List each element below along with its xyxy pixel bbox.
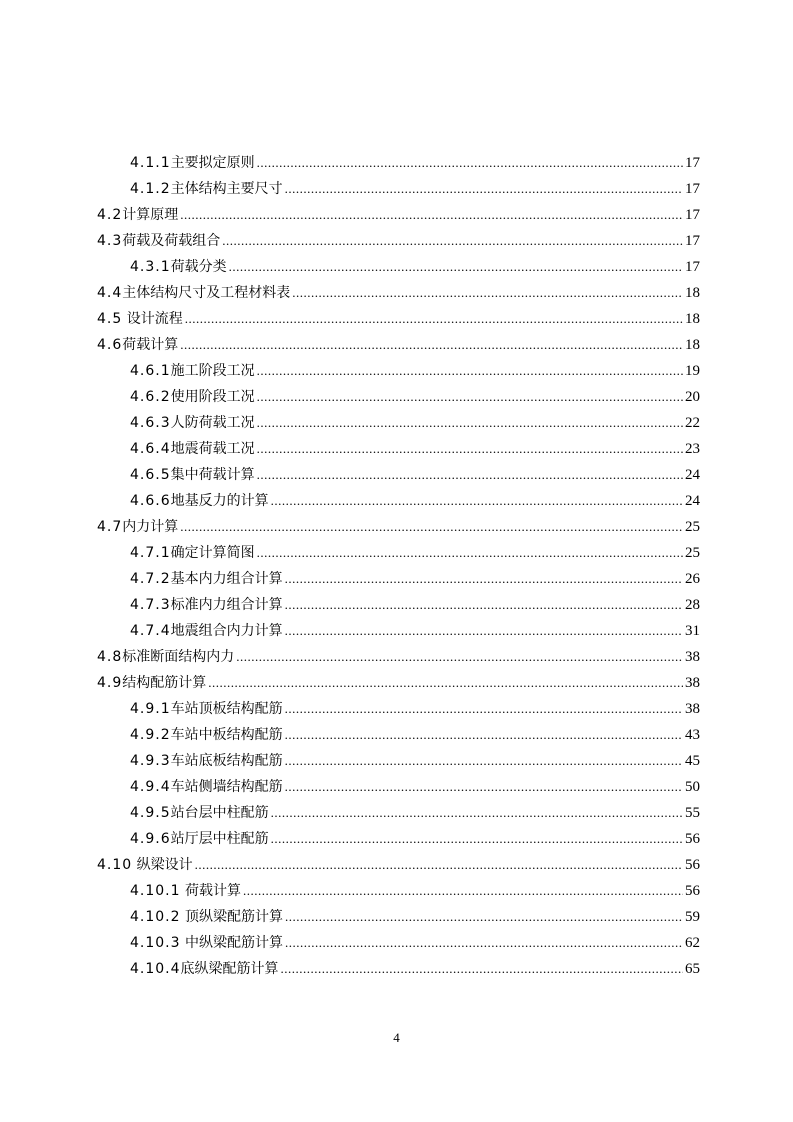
toc-entry-number: 4.6 xyxy=(97,337,123,353)
toc-entry[interactable] xyxy=(97,826,700,852)
toc-entry-number: 4.10 xyxy=(97,857,133,873)
toc-entry-text: 车站底板结构配筋 xyxy=(170,753,283,769)
toc-entry[interactable] xyxy=(97,540,700,566)
toc-entry-number: 4.6.6 xyxy=(130,493,171,509)
toc-entry[interactable] xyxy=(97,254,700,280)
toc-dot-leader xyxy=(285,696,683,722)
toc-entry-page: 28 xyxy=(685,597,700,613)
toc-entry-text: 底纵梁配筋计算 xyxy=(180,961,279,977)
toc-entry-number: 4.9.5 xyxy=(130,805,171,821)
toc-entry-title xyxy=(130,358,255,384)
toc-entry-title xyxy=(130,722,283,748)
toc-entry-page: 24 xyxy=(685,493,700,509)
toc-entry[interactable] xyxy=(97,202,700,228)
toc-entry[interactable] xyxy=(97,774,700,800)
toc-entry-text: 计算原理 xyxy=(122,207,179,223)
toc-entry-number: 4.9.6 xyxy=(130,831,171,847)
toc-entry[interactable] xyxy=(97,462,700,488)
toc-entry-number: 4.10.2 xyxy=(130,909,181,925)
toc-dot-leader xyxy=(257,462,683,488)
toc-entry-text: 荷载计算 xyxy=(180,883,241,899)
toc-entry[interactable] xyxy=(97,670,700,696)
toc-entry-text: 荷载分类 xyxy=(170,259,227,275)
toc-entry-text: 站台层中柱配筋 xyxy=(170,805,269,821)
toc-entry-text: 荷载计算 xyxy=(122,337,179,353)
toc-entry-title xyxy=(130,150,255,176)
toc-dot-leader xyxy=(271,488,683,514)
toc-entry-text: 车站顶板结构配筋 xyxy=(170,701,283,717)
toc-entry-page: 50 xyxy=(685,779,700,795)
toc-dot-leader xyxy=(257,540,683,566)
page-number: 4 xyxy=(393,1030,400,1045)
toc-dot-leader xyxy=(208,670,683,696)
toc-entry-text: 人防荷载工况 xyxy=(170,415,255,431)
toc-entry[interactable] xyxy=(97,488,700,514)
toc-entry[interactable] xyxy=(97,930,700,956)
toc-entry-text: 荷载及荷载组合 xyxy=(122,233,221,249)
toc-entry[interactable] xyxy=(97,618,700,644)
toc-entry-text: 车站侧墙结构配筋 xyxy=(170,779,283,795)
toc-entry-title xyxy=(97,644,234,670)
toc-entry-text: 中纵梁配筋计算 xyxy=(180,935,283,951)
toc-entry-title xyxy=(130,878,241,904)
toc-dot-leader xyxy=(180,332,683,358)
toc-entry-number: 4.10.1 xyxy=(130,883,181,899)
toc-entry-page: 17 xyxy=(685,181,700,197)
toc-entry-number: 4.9.3 xyxy=(130,753,171,769)
toc-entry-page: 25 xyxy=(685,545,700,561)
toc-entry-number: 4.10.4 xyxy=(130,961,181,977)
toc-entry[interactable] xyxy=(97,150,700,176)
toc-dot-leader xyxy=(271,800,683,826)
toc-entry-text: 结构配筋计算 xyxy=(122,675,207,691)
toc-entry-title xyxy=(97,332,178,358)
toc-entry-title xyxy=(97,202,178,228)
toc-entry-text: 主体结构主要尺寸 xyxy=(170,181,283,197)
toc-entry-title xyxy=(130,826,269,852)
toc-entry[interactable] xyxy=(97,410,700,436)
toc-entry-text: 内力计算 xyxy=(122,519,179,535)
toc-entry-text: 车站中板结构配筋 xyxy=(170,727,283,743)
toc-entry[interactable] xyxy=(97,722,700,748)
toc-entry-number: 4.7 xyxy=(97,519,123,535)
toc-dot-leader xyxy=(257,150,683,176)
toc-entry-title xyxy=(130,930,283,956)
toc-dot-leader xyxy=(285,930,683,956)
toc-entry-page: 55 xyxy=(685,805,700,821)
toc-entry-text: 地基反力的计算 xyxy=(170,493,269,509)
toc-entry[interactable] xyxy=(97,358,700,384)
toc-entry[interactable] xyxy=(97,306,700,332)
toc-dot-leader xyxy=(257,358,683,384)
toc-dot-leader xyxy=(285,722,683,748)
toc-entry-text: 集中荷载计算 xyxy=(170,467,255,483)
toc-entry-page: 38 xyxy=(685,675,700,691)
toc-entry-title xyxy=(130,800,269,826)
toc-entry-title xyxy=(130,956,279,982)
toc-entry-title xyxy=(130,254,227,280)
toc-dot-leader xyxy=(285,774,683,800)
toc-entry-page: 18 xyxy=(685,337,700,353)
toc-entry-title xyxy=(130,176,283,202)
toc-entry-title xyxy=(130,618,283,644)
toc-entry-page: 45 xyxy=(685,753,700,769)
toc-entry-text: 施工阶段工况 xyxy=(170,363,255,379)
toc-entry-title xyxy=(97,280,290,306)
toc-entry-number: 4.1.1 xyxy=(130,155,171,171)
toc-entry-page: 24 xyxy=(685,467,700,483)
toc-entry-text: 设计流程 xyxy=(122,311,183,327)
toc-entry-text: 地震组合内力计算 xyxy=(170,623,283,639)
toc-entry-number: 4.9.4 xyxy=(130,779,171,795)
toc-dot-leader xyxy=(292,280,683,306)
toc-entry-text: 标准内力组合计算 xyxy=(170,597,283,613)
toc-entry-text: 标准断面结构内力 xyxy=(122,649,235,665)
toc-dot-leader xyxy=(285,566,683,592)
toc-entry-text: 纵梁设计 xyxy=(132,857,193,873)
toc-entry-page: 23 xyxy=(685,441,700,457)
toc-entry-number: 4.7.4 xyxy=(130,623,171,639)
toc-entry-page: 65 xyxy=(685,961,700,977)
toc-entry-page: 22 xyxy=(685,415,700,431)
toc-entry-page: 59 xyxy=(685,909,700,925)
toc-entry[interactable] xyxy=(97,956,700,982)
toc-entry-title xyxy=(130,384,255,410)
toc-entry-page: 26 xyxy=(685,571,700,587)
toc-entry-page: 56 xyxy=(685,883,700,899)
toc-entry-number: 4.3 xyxy=(97,233,123,249)
toc-entry-page: 38 xyxy=(685,649,700,665)
toc-entry-text: 主体结构尺寸及工程材料表 xyxy=(122,285,291,301)
toc-entry-number: 4.6.2 xyxy=(130,389,171,405)
toc-entry-number: 4.7.2 xyxy=(130,571,171,587)
toc-entry[interactable] xyxy=(97,878,700,904)
toc-entry-page: 20 xyxy=(685,389,700,405)
toc-entry-number: 4.9.2 xyxy=(130,727,171,743)
toc-entry-number: 4.6.3 xyxy=(130,415,171,431)
toc-entry-number: 4.9 xyxy=(97,675,123,691)
toc-entry-number: 4.8 xyxy=(97,649,123,665)
toc-entry-page: 38 xyxy=(685,701,700,717)
toc-entry-page: 17 xyxy=(685,207,700,223)
toc-entry-page: 56 xyxy=(685,857,700,873)
toc-entry-title xyxy=(130,904,283,930)
toc-entry-text: 顶纵梁配筋计算 xyxy=(180,909,283,925)
toc-dot-leader xyxy=(257,436,683,462)
toc-dot-leader xyxy=(180,202,683,228)
toc-entry[interactable] xyxy=(97,592,700,618)
toc-entry[interactable] xyxy=(97,514,700,540)
toc-entry-number: 4.7.3 xyxy=(130,597,171,613)
toc-dot-leader xyxy=(243,878,683,904)
toc-entry-number: 4.3.1 xyxy=(130,259,171,275)
toc-dot-leader xyxy=(222,228,683,254)
toc-entry-text: 确定计算简图 xyxy=(170,545,255,561)
toc-entry-title xyxy=(97,670,206,696)
toc-entry[interactable] xyxy=(97,904,700,930)
toc-entry-text: 站厅层中柱配筋 xyxy=(170,831,269,847)
toc-dot-leader xyxy=(257,384,683,410)
toc-dot-leader xyxy=(285,904,683,930)
toc-entry-page: 19 xyxy=(685,363,700,379)
toc-entry-title xyxy=(130,462,255,488)
toc-entry-title xyxy=(130,748,283,774)
toc-dot-leader xyxy=(285,618,683,644)
toc-dot-leader xyxy=(257,410,683,436)
toc-dot-leader xyxy=(281,956,683,982)
toc-dot-leader xyxy=(229,254,683,280)
toc-entry-number: 4.6.5 xyxy=(130,467,171,483)
toc-dot-leader xyxy=(236,644,683,670)
toc-entry-text: 主要拟定原则 xyxy=(170,155,255,171)
toc-entry-text: 使用阶段工况 xyxy=(170,389,255,405)
toc-entry-number: 4.2 xyxy=(97,207,123,223)
toc-entry-title xyxy=(97,852,193,878)
toc-entry-page: 56 xyxy=(685,831,700,847)
toc-entry[interactable] xyxy=(97,384,700,410)
toc-dot-leader xyxy=(185,306,683,332)
toc-entry-number: 4.5 xyxy=(97,311,123,327)
toc-entry-page: 17 xyxy=(685,259,700,275)
toc-dot-leader xyxy=(195,852,683,878)
toc-entry-title xyxy=(97,228,220,254)
toc-entry-title xyxy=(130,696,283,722)
toc-entry[interactable] xyxy=(97,436,700,462)
toc-entry[interactable] xyxy=(97,748,700,774)
toc-entry-number: 4.1.2 xyxy=(130,181,171,197)
toc-entry-number: 4.10.3 xyxy=(130,935,181,951)
toc-entry-page: 18 xyxy=(685,311,700,327)
toc-entry-page: 17 xyxy=(685,155,700,171)
toc-entry[interactable] xyxy=(97,280,700,306)
toc-entry[interactable] xyxy=(97,332,700,358)
toc-entry-page: 25 xyxy=(685,519,700,535)
toc-entry-number: 4.9.1 xyxy=(130,701,171,717)
toc-entry-page: 17 xyxy=(685,233,700,249)
toc-entry[interactable] xyxy=(97,176,700,202)
toc-dot-leader xyxy=(285,592,683,618)
toc-entry[interactable] xyxy=(97,852,700,878)
toc-entry-title xyxy=(97,306,183,332)
toc-entry-page: 43 xyxy=(685,727,700,743)
toc-entry[interactable] xyxy=(97,800,700,826)
table-of-contents xyxy=(97,150,700,982)
toc-entry[interactable] xyxy=(97,644,700,670)
toc-entry-title xyxy=(130,774,283,800)
toc-entry[interactable] xyxy=(97,696,700,722)
toc-entry-title xyxy=(130,410,255,436)
toc-entry-title xyxy=(130,592,283,618)
toc-entry-text: 基本内力组合计算 xyxy=(170,571,283,587)
toc-entry[interactable] xyxy=(97,566,700,592)
toc-entry-page: 62 xyxy=(685,935,700,951)
toc-entry-text: 地震荷载工况 xyxy=(170,441,255,457)
toc-entry-title xyxy=(130,566,283,592)
toc-entry-number: 4.4 xyxy=(97,285,123,301)
toc-entry-page: 31 xyxy=(685,623,700,639)
toc-entry-title xyxy=(130,436,255,462)
toc-entry-number: 4.6.4 xyxy=(130,441,171,457)
toc-entry-title xyxy=(130,488,269,514)
toc-dot-leader xyxy=(271,826,683,852)
toc-entry-number: 4.6.1 xyxy=(130,363,171,379)
toc-entry-page: 18 xyxy=(685,285,700,301)
toc-entry[interactable] xyxy=(97,228,700,254)
toc-entry-number: 4.7.1 xyxy=(130,545,171,561)
toc-entry-title xyxy=(130,540,255,566)
toc-dot-leader xyxy=(285,748,683,774)
toc-dot-leader xyxy=(285,176,683,202)
toc-entry-title xyxy=(97,514,178,540)
toc-dot-leader xyxy=(180,514,683,540)
